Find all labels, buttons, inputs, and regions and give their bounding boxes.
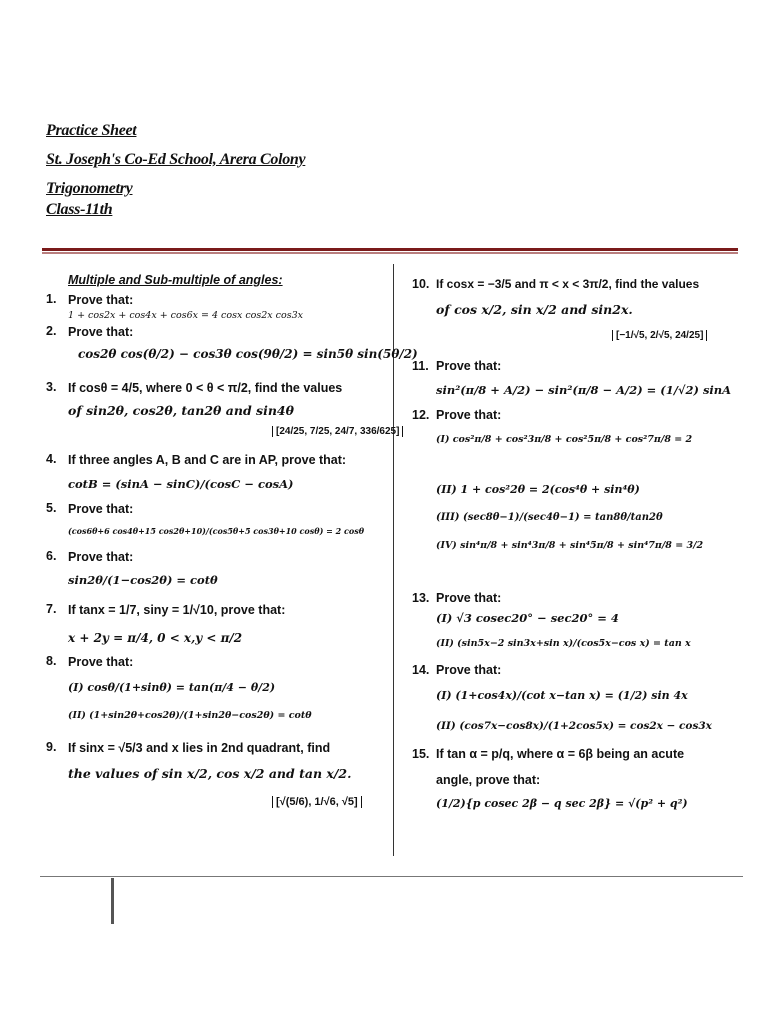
q7-number: 7.	[46, 602, 57, 616]
q8-part-i: (I) cosθ/(1+sinθ) = tan(π/4 − θ/2)	[68, 681, 276, 694]
q15-lead: If tan α = p/q, where α = 6β being an acute	[436, 747, 685, 761]
q13-part-i: (I) √3 cosec20° − sec20° = 4	[436, 611, 619, 625]
q9-answer: [√(5/6), 1/√6, √5]	[272, 796, 362, 808]
q14-part-ii: (II) (cos7x−cos8x)/(1+2cos5x) = cos2x − cos3x	[436, 720, 712, 732]
q11-lead: Prove that:	[436, 359, 502, 373]
q13-part-ii: (II) (sin5x−2 sin3x+sin x)/(cos5x−cos x) = tan x	[436, 638, 691, 649]
class-label: Class-11th	[46, 201, 113, 218]
q13-number: 13.	[412, 591, 430, 605]
q4-number: 4.	[46, 452, 57, 466]
q14-number: 14.	[412, 663, 430, 677]
q14-lead: Prove that:	[436, 663, 502, 677]
q6-expression: sin2θ/(1−cos2θ) = cotθ	[68, 573, 218, 587]
q12-part-iv: (IV) sin⁴π/8 + sin⁴3π/8 + sin⁴5π/8 + sin⁴7π/8 = 3/2	[436, 540, 704, 551]
q4-expression: cotB = (sinA − sinC)/(cosC − cosA)	[68, 477, 294, 491]
q5-expression: (cos6θ+6 cos4θ+15 cos2θ+10)/(cos5θ+5 cos3θ+10 cosθ) = 2 cosθ	[68, 526, 365, 536]
q1-expression: 1 + cos2x + cos4x + cos6x = 4 cosx cos2x cos3x	[68, 310, 304, 321]
q2-lead: Prove that:	[68, 325, 134, 339]
q3-continuation: of sin2θ, cos2θ, tan2θ and sin4θ	[68, 403, 294, 418]
q3-answer: [24/25, 7/25, 24/7, 336/625]	[272, 426, 403, 437]
q11-expression: sin²(π/8 + A/2) − sin²(π/8 − A/2) = (1/√2) sinA	[436, 383, 732, 397]
q13-lead: Prove that:	[436, 591, 502, 605]
q10-lead: If cosx = −3/5 and π < x < 3π/2, find the values	[436, 277, 700, 291]
q1-lead: Prove that:	[68, 293, 134, 307]
q10-answer: [−1/√5, 2/√5, 24/25]	[612, 330, 707, 341]
q2-expression: cos2θ cos(θ/2) − cos3θ cos(9θ/2) = sin5θ sin(5θ/2)	[78, 347, 418, 361]
q9-continuation: the values of sin x/2, cos x/2 and tan x/2.	[68, 766, 352, 781]
q5-number: 5.	[46, 501, 57, 515]
q14-part-i: (I) (1+cos4x)/(cot x−tan x) = (1/2) sin 4x	[436, 689, 688, 702]
header-rule	[42, 248, 738, 251]
sheet-title: Practice Sheet	[46, 122, 137, 139]
q1-number: 1.	[46, 292, 57, 306]
q7-lead: If tanx = 1/7, siny = 1/√10, prove that:	[68, 603, 286, 617]
q10-number: 10.	[412, 277, 430, 291]
q15-expression: (1/2){p cosec 2β − q sec 2β} = √(p² + q²)	[436, 797, 688, 810]
section-title: Multiple and Sub-multiple of angles:	[68, 273, 283, 287]
q12-number: 12.	[412, 408, 430, 422]
q3-number: 3.	[46, 380, 57, 394]
q7-expression: x + 2y = π/4, 0 < x,y < π/2	[68, 631, 243, 645]
q10-continuation: of cos x/2, sin x/2 and sin2x.	[436, 302, 633, 317]
q12-part-i: (I) cos²π/8 + cos²3π/8 + cos²5π/8 + cos²7π/8 = 2	[436, 434, 693, 445]
header	[46, 116, 305, 224]
q15-continuation: angle, prove that:	[436, 773, 541, 787]
q8-part-ii: (II) (1+sin2θ+cos2θ)/(1+sin2θ−cos2θ) = cotθ	[68, 710, 312, 721]
q4-lead: If three angles A, B and C are in AP, prove that:	[68, 453, 347, 467]
q8-lead: Prove that:	[68, 655, 134, 669]
q11-number: 11.	[412, 359, 429, 373]
q12-lead: Prove that:	[436, 408, 502, 422]
q3-lead: If cosθ = 4/5, where 0 < θ < π/2, find the values	[68, 381, 343, 395]
school-name: St. Joseph's Co-Ed School, Arera Colony	[46, 151, 306, 168]
q15-number: 15.	[412, 747, 430, 761]
q12-part-iii: (III) (sec8θ−1)/(sec4θ−1) = tan8θ/tan2θ	[436, 512, 663, 523]
q5-lead: Prove that:	[68, 502, 134, 516]
header-rule-accent	[42, 252, 738, 254]
q9-lead: If sinx = √5/3 and x lies in 2nd quadrant, find	[68, 741, 331, 755]
q8-number: 8.	[46, 654, 57, 668]
subject: Trigonometry	[46, 180, 133, 197]
q2-number: 2.	[46, 324, 57, 338]
footer-rule	[40, 876, 743, 877]
footer-margin-line	[111, 878, 114, 924]
q6-number: 6.	[46, 549, 57, 563]
q12-part-ii: (II) 1 + cos²2θ = 2(cos⁴θ + sin⁴θ)	[436, 483, 640, 496]
q6-lead: Prove that:	[68, 550, 134, 564]
q9-number: 9.	[46, 740, 57, 754]
